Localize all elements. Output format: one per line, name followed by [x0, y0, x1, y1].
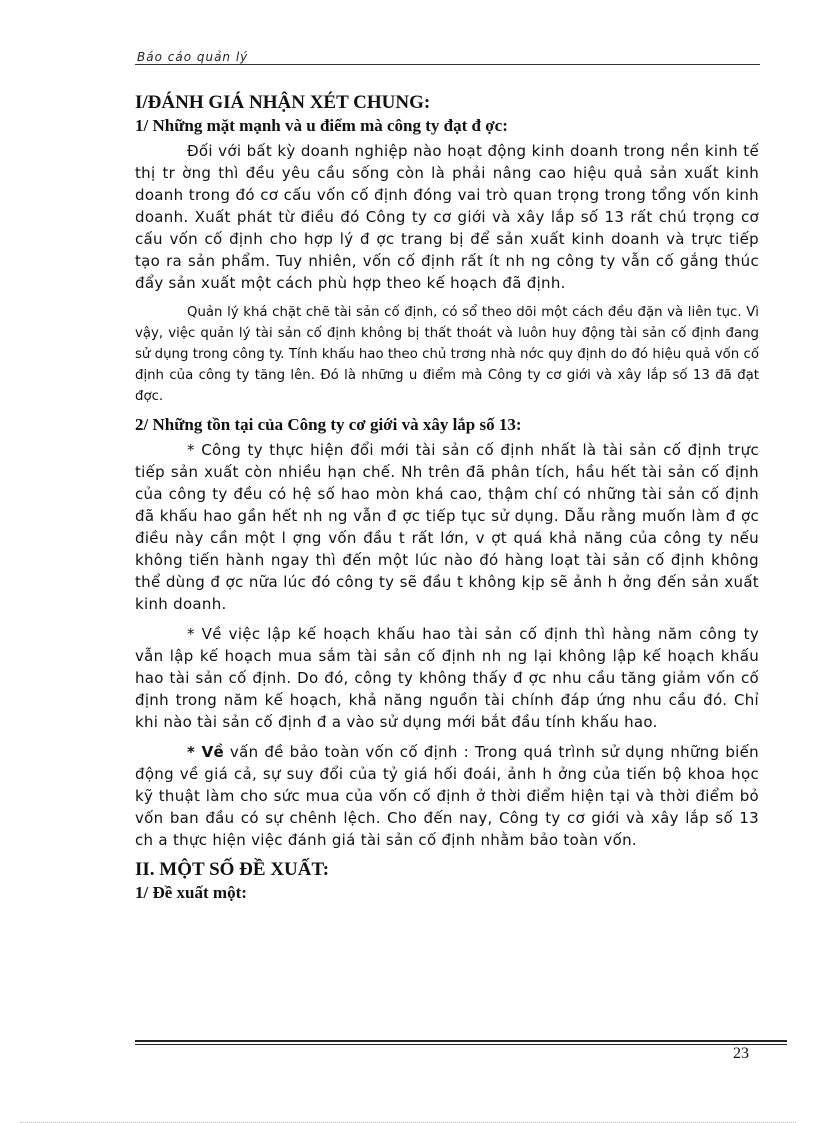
- page-number: 23: [733, 1045, 749, 1062]
- header-rule: [135, 64, 760, 65]
- subheading-strengths: 1/ Những mặt mạnh và u điểm mà công ty đạt đ ợc:: [135, 116, 508, 135]
- footer-rule-thin: [135, 1044, 787, 1045]
- page-header: Báo cáo quản lý: [137, 50, 249, 64]
- page-content: [135, 92, 759, 907]
- section-heading-2: II. MỘT SỐ ĐỀ XUẤT:: [135, 859, 330, 880]
- subheading-proposal-1: 1/ Đề xuất một:: [135, 883, 247, 902]
- paragraph-weakness-3-body: vấn đề bảo toàn vốn cố định : Trong quá trình sử dụng những biến động về giá cả, sự suy đổi của tỷ giá hối đoái, ảnh h ởng của tiến bộ khoa học kỹ thuật làm cho sức mua của vốn cố định ở thời điểm hiện tại và thời điểm bỏ vốn ban đầu có sự chênh lệch. Cho đến nay, Công ty cơ giới và xây lắp số 13 ch a thực hiện việc đánh giá tài sản cố định nhằm bảo toàn vốn.: [135, 743, 759, 849]
- section-heading-1: I/ĐÁNH GIÁ NHẬN XÉT CHUNG:: [135, 92, 431, 113]
- subheading-weaknesses: 2/ Những tồn tại của Công ty cơ giới và xây lắp số 13:: [135, 415, 522, 434]
- paragraph-weakness-3: [135, 741, 759, 851]
- paragraph-strengths-1: Đối với bất kỳ doanh nghiệp nào hoạt động kinh doanh trong nền kinh tế thị tr ờng thì đều yêu cầu sống còn là phải nâng cao hiệu quả sản xuất kinh doanh trong đó cơ cấu vốn cố định đóng vai trò quan trọng trong tổng vốn kinh doanh. Xuất phát từ điều đó Công ty cơ giới và xây lắp số 13 rất chú trọng cơ cấu vốn cố định cho hợp lý đ ợc trang bị để sản xuất kinh doanh và trực tiếp tạo ra sản phẩm. Tuy nhiên, vốn cố định rất ít nh ng công ty vẫn cố gắng thúc đẩy sản xuất một cách phù hợp theo kế hoạch đã định.: [135, 142, 759, 292]
- bold-lead: * Về: [187, 743, 224, 761]
- paragraph-weakness-1: * Công ty thực hiện đổi mới tài sản cố định nhất là tài sản cố định trực tiếp sản xuất còn nhiều hạn chế. Nh trên đã phân tích, hầu hết tài sản cố định của công ty đều có hệ số hao mòn khá cao, thậm chí có những tài sản cố định đã khấu hao gần hết nh ng vẫn đ ợc tiếp tục sử dụng. Dẫu rằng muốn làm đ ợc điều này cần một l ợng vốn đầu t rất lớn, v ợt quá khả năng của công ty nếu không tiến hành ngay thì đến một lúc nào đó hàng loạt tài sản cố định không thể dùng đ ợc nữa lúc đó công ty sẽ đầu t không kịp sẽ ảnh h ởng đến sản xuất kinh doanh.: [135, 441, 759, 613]
- footer-rule-thick: [135, 1040, 787, 1042]
- paragraph-strengths-2: Quản lý khá chặt chẽ tài sản cố định, có sổ theo dõi một cách đều đặn và liên tục. Vì vậy, việc quản lý tài sản cố định không bị thất thoát và luôn huy động tài sản cố định đang sử dụng trong công ty. Tính khấu hao theo chủ trơng nhà nớc quy định do đó hiệu quả vốn cố định của công ty tăng lên. Đó là những u điểm mà Công ty cơ giới và xây lắp số 13 đã đạt đợc.: [135, 305, 759, 404]
- paragraph-weakness-2: * Về việc lập kế hoạch khấu hao tài sản cố định thì hàng năm công ty vẫn lập kế hoạch mua sắm tài sản cố định nh ng lại không lập kế hoạch khấu hao tài sản cố định. Do đó, công ty không thấy đ ợc nhu cầu tăng giảm vốn cố định trong năm kế hoạch, khả năng nguồn tài chính đáp ứng nhu cầu đó. Chỉ khi nào tài sản cố định đ a vào sử dụng mới bắt đầu tính khấu hao.: [135, 625, 759, 731]
